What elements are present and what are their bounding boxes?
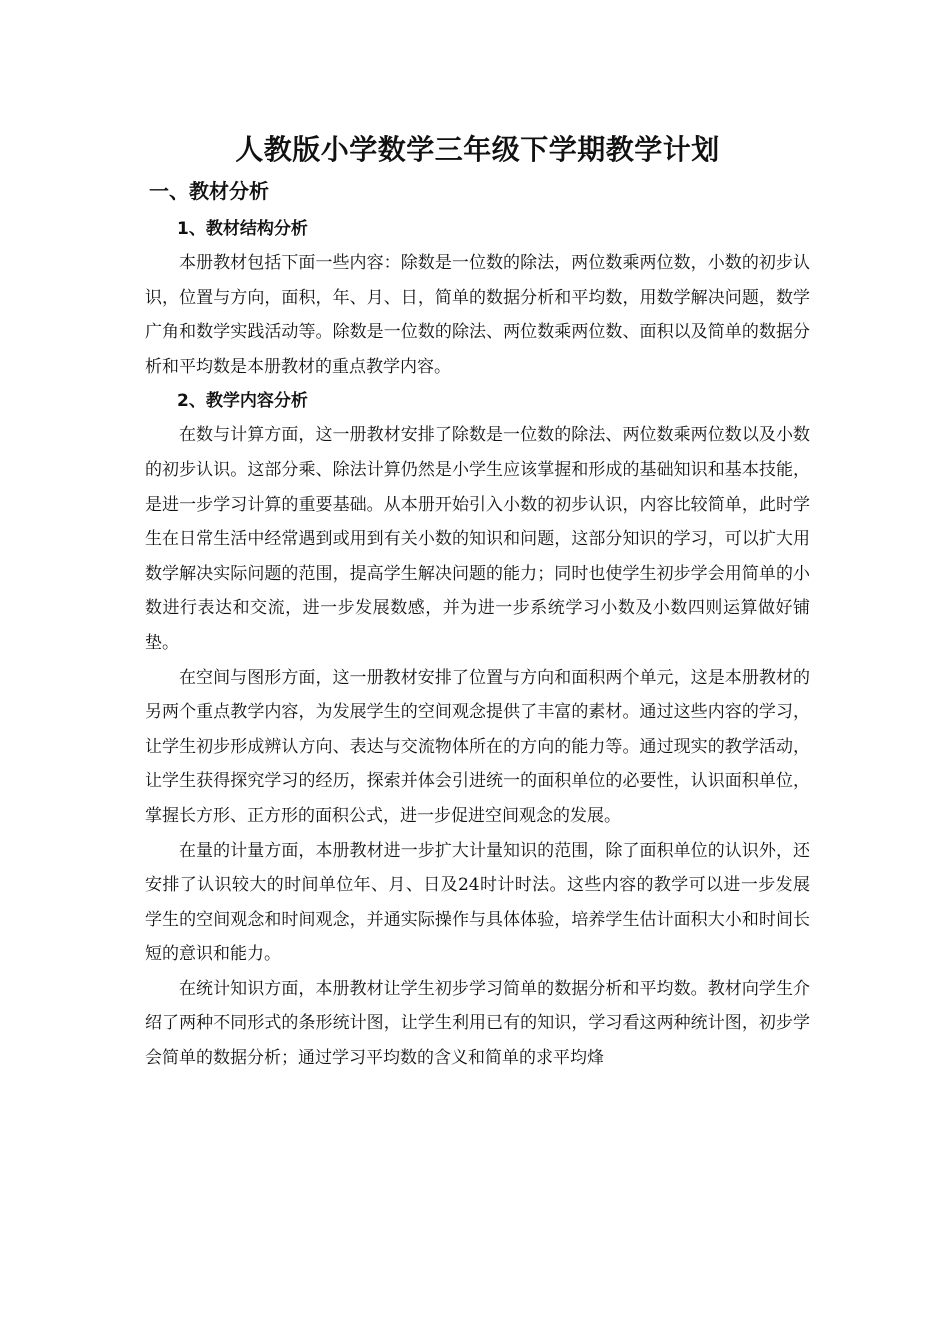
- document-page: [145, 125, 810, 1076]
- subsection-heading-content: 2、教学内容分析: [177, 391, 308, 412]
- paragraph-number-calculation: 在数与计算方面，这一册教材安排了除数是一位数的除法、两位数乘两位数以及小数的初步认识。这部分乘、除法计算仍然是小学生应该掌握和形成的基础知识和基本技能，是进一步学习计算的重要基础。从本册开始引入小数的初步认识，内容比较简单，此时学生在日常生活中经常遇到或用到有关小数的知识和问题，这部分知识的学习，可以扩大用数学解决实际问题的范围，提高学生解决问题的能力；同时也使学生初步学会用简单的小数进行表达和交流，进一步发展数感，并为进一步系统学习小数及小数四则运算做好铺垫。: [145, 425, 810, 653]
- document-title: 人教版小学数学三年级下学期教学计划: [235, 133, 720, 166]
- paragraph-space-geometry: 在空间与图形方面，这一册教材安排了位置与方向和面积两个单元，这是本册教材的另两个重点教学内容，为发展学生的空间观念提供了丰富的素材。通过这些内容的学习，让学生初步形成辨认方向、表达与交流物体所在的方向的能力等。通过现实的教学活动，让学生获得探究学习的经历，探索并体会引进统一的面积单位的必要性，认识面积单位，掌握长方形、正方形的面积公式，进一步促进空间观念的发展。: [145, 667, 810, 826]
- subsection-heading-structure: 1、教材结构分析: [177, 219, 308, 239]
- paragraph-structure: 本册教材包括下面一些内容：除数是一位数的除法，两位数乘两位数，小数的初步认识，位置与方向，面积，年、月、日，简单的数据分析和平均数，用数学解决问题，数学广角和数学实践活动等。除数是一位数的除法、两位数乘两位数、面积以及简单的数据分析和平均数是本册教材的重点教学内容。: [145, 253, 810, 377]
- paragraph-statistics: 在统计知识方面，本册教材让学生初步学习简单的数据分析和平均数。教材向学生介绍了两种不同形式的条形统计图，让学生利用已有的知识，学习看这两种统计图，初步学会简单的数据分析；通过学习平均数的含义和简单的求平均烽: [145, 978, 810, 1069]
- paragraph-measurement: 在量的计量方面，本册教材进一步扩大计量知识的范围，除了面积单位的认识外，还安排了认识较大的时间单位年、月、日及24时计时法。这些内容的教学可以进一步发展学生的空间观念和时间观念，并通实际操作与具体体验，培养学生估计面积大小和时间长短的意识和能力。: [145, 840, 810, 965]
- section-heading-textbook-analysis: 一、教材分析: [149, 179, 269, 203]
